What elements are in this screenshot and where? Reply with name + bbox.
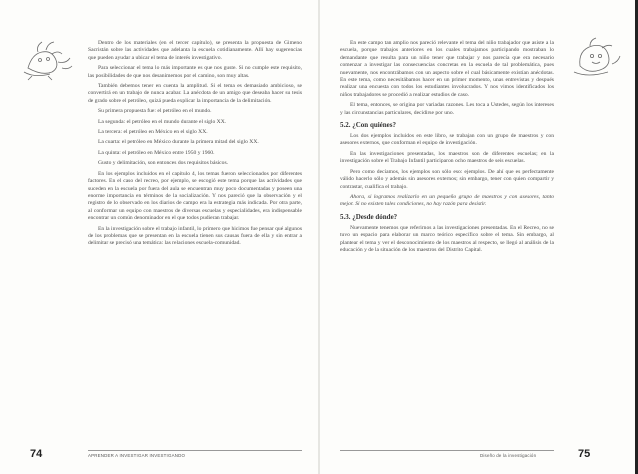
- sketch-illustration-right: [566, 34, 626, 80]
- body-paragraph: Nuevamente tenemos que referirnos a las investigaciones presentadas. En el Recreo, no se tuvo un espacio para elaborar un marco teórico específico sobre el tema. Sin embargo, al plantear el tema y ver el desconocimiento de los maestros al respecto, se llegó al análisis de la educación y de la situación de los maestros del Distrito Capital.: [340, 224, 554, 253]
- body-paragraph: La segunda: el petróleo en el mundo durante el siglo XX.: [98, 118, 227, 125]
- footer-rule-left: [88, 450, 302, 451]
- body-paragraph: En la investigación sobre el trabajo infantil, lo primero que hicimos fue pensar qué algunos de los problemas que se presentan en la escuela tienen sus causas fuera de ella y sin entrar a delimitar se precisó una temática: las relaciones escuela-comunidad.: [88, 225, 302, 247]
- body-paragraph: Gusto y delimitación, son entonces dos requisitos básicos.: [98, 160, 229, 167]
- section-heading: 5.3. ¿Desde dónde?: [340, 212, 398, 221]
- right-page: [320, 0, 638, 474]
- body-paragraph: Pero como decíamos, los ejemplos son sólo eso: ejemplos. De ahí que es perfectamente válido hacerlo sólo y además sin asesores externos; sin embargo, tener con quien compartir y contrastar, cualifica el trabajo.: [340, 168, 554, 190]
- right-text-column: [340, 40, 554, 257]
- section-heading: 5.2. ¿Con quiénes?: [340, 121, 397, 130]
- body-paragraph: Para seleccionar el tema lo más importante es que nos guste. Si no cumple este requisito, las posibilidades de que nos desanimemos por el camino, son muy altas.: [88, 65, 302, 79]
- body-paragraph: Su primera propuesta fue: el petróleo en el mundo.: [98, 108, 212, 115]
- body-paragraph: La cuarta: el petróleo en México durante la primera mitad del siglo XX.: [98, 139, 259, 146]
- body-paragraph: Los dos ejemplos incluidos en este libro, se trabajan con un grupo de maestros y con asesores externos, que conforman el equipo de investigación.: [340, 133, 554, 147]
- body-paragraph: La quinta: el petróleo en México entre 1950 y 1960.: [98, 149, 215, 156]
- body-paragraph: La tercera: el petróleo en México en el siglo XX.: [98, 129, 208, 136]
- left-page: [0, 0, 318, 474]
- body-paragraph: También debemos tener en cuenta la amplitud. Si el tema es demasiado ambicioso, se convertirá en un trabajo de nunca acabar. La anécdota de un amigo que deseaba hacer su tesis de grado sobre el petróleo, quizá pueda explicar la importancia de la delimitación.: [88, 83, 302, 104]
- body-paragraph: En este campo tan amplio nos pareció relevante el tema del niño trabajador que asiste a la escuela, porque trabajos anteriores en los cuales trabajamos participando mostraban lo demandante que resulta para un niño tener que trabajar y nos parecía que era necesario comenzar a investigar las consecuencias concretas en la escuela de tal problemática, pues nuevamente, nos encontrábamos con un aspecto sobre el cual básicamente existían anécdotas. En este tema, como necesitábamos hacer en un primer momento, unas entrevistas y después realizar una encuesta con todos los estudiantes involucrados. Y nos vimos identificados los niños trabajadores se procedió a realizar estudios de caso.: [340, 40, 554, 98]
- body-paragraph: Ahora, si logramos realizarlo en un pequeño grupo de maestros y con asesores, tanto mejor. Si no existen tales condiciones, no hay razón para desistir.: [340, 193, 554, 208]
- left-text-column: [88, 40, 302, 251]
- body-paragraph: En las investigaciones presentadas, los maestros son de diferentes escuelas; en la investigación sobre el Trabajo Infantil participaron ocho maestros de seis escuelas.: [340, 150, 554, 165]
- sketch-illustration-left: [18, 38, 76, 82]
- running-head-left: APRENDER A INVESTIGAR INVESTIGANDO: [88, 453, 186, 458]
- footer-rule-right: [340, 450, 554, 451]
- body-paragraph: Dentro de los materiales (en el tercer capítulo), se presenta la propuesta de Gimeno Sacristán sobre las actividades que adelanta la escuela cotidianamente. Allí hay sugerencias que pueden ayudar a ubicar el tema de interés investigativo.: [88, 40, 302, 61]
- page-number-right: 75: [578, 448, 591, 460]
- page-number-left: 74: [30, 448, 43, 460]
- body-paragraph: En los ejemplos incluidos en el capítulo 4, los temas fueron seleccionados por diferentes factores. En el caso del recreo, por ejemplo, se escogió este tema porque las actividades que suceden en la escuela por fuera del aula se encuentran muy poco documentadas y poseen una enorme importancia en términos de la socialización. Y nos pareció que la observación y el registro de lo observado en los diarios de campo era la estrategia más indicada. Por otra parte, al conformar un equipo con maestros de diversas escuelas y especialidades, era indispensable encontrar un común denominador en el que todos pudieran trabajar.: [88, 170, 302, 222]
- running-head-right: Diseño de la investigación: [480, 453, 537, 458]
- body-paragraph: El tema, entonces, se origina por variadas razones. Les toca a Ustedes, según los intereses y las circunstancias particulares, decidirse por uno.: [340, 102, 554, 116]
